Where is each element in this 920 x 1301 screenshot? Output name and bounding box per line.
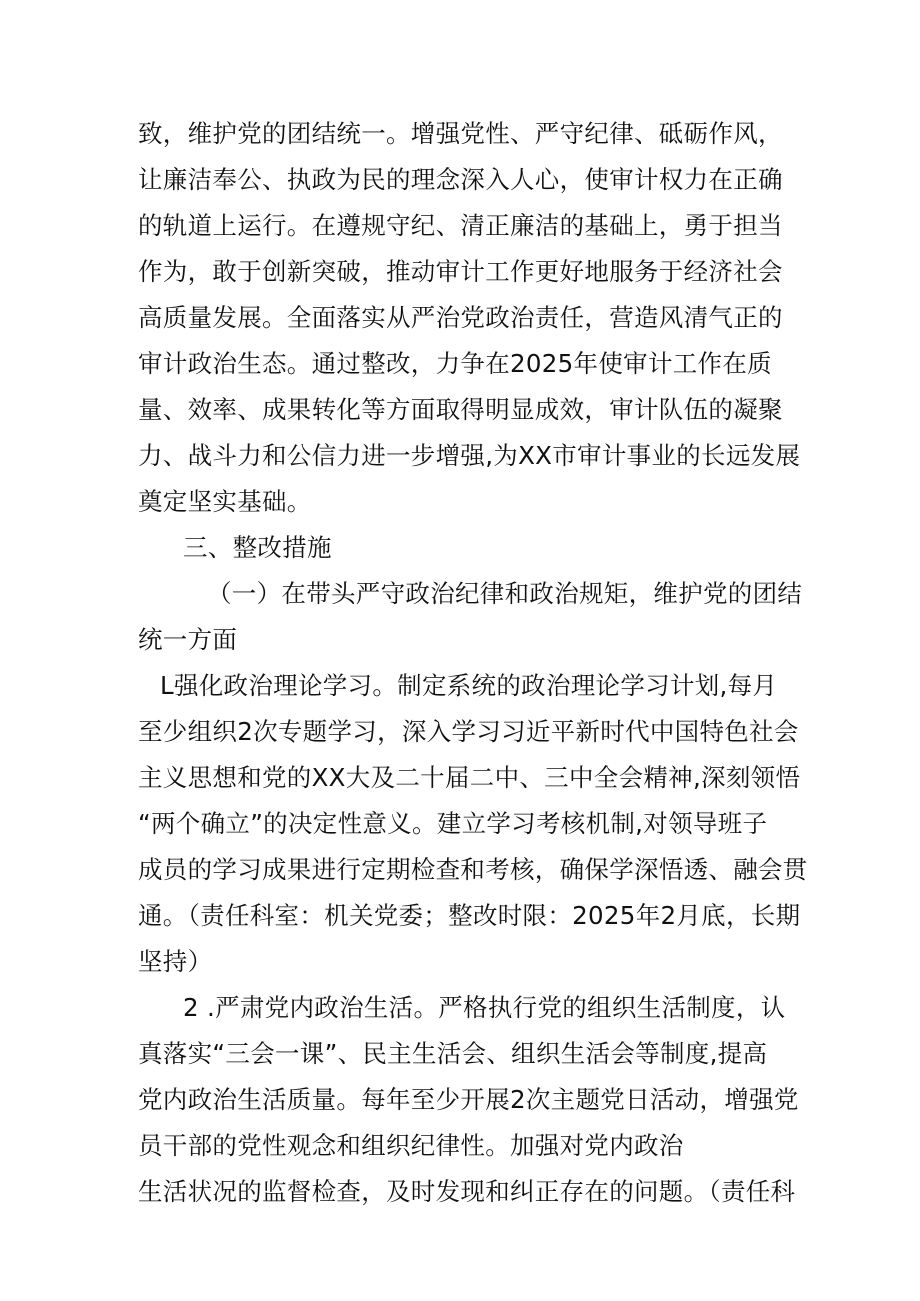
body-text-line: 作为，敢于创新突破，推动审计工作更好地服务于经济社会 <box>138 257 783 286</box>
body-text-line: 奠定坚实基础。 <box>138 487 312 516</box>
subsection-heading: （一）在带头严守政治纪律和政治规矩，维护党的团结 <box>207 579 803 608</box>
body-text-line: “两个确立”的决定性意义。建立学习考核机制,对领导班子 <box>138 809 768 838</box>
body-text-line: 力、战斗力和公信力进一步增强,为XX市审计事业的长远发展 <box>138 441 801 470</box>
body-text-line: 坚持） <box>138 947 213 976</box>
body-text-line: 党内政治生活质量。每年至少开展2次主题党日活动，增强党 <box>138 1085 799 1114</box>
body-text-line: 审计政治生态。通过整改，力争在2025年使审计工作在质 <box>138 349 772 378</box>
item-2-text: 2 .严肃党内政治生活。严格执行党的组织生活制度，认 <box>183 993 786 1022</box>
body-text-line: 至少组织2次专题学习，深入学习习近平新时代中国特色社会 <box>138 717 799 746</box>
body-text-line: 高质量发展。全面落实从严治党政治责任，营造风清气正的 <box>138 303 783 332</box>
body-text-line: 成员的学习成果进行定期检查和考核，确保学深悟透、融会贯 <box>138 855 808 884</box>
body-text-line: 生活状况的监督检查，及时发现和纠正存在的问题。（责任科 <box>138 1177 796 1206</box>
body-text-line: 让廉洁奉公、执政为民的理念深入人心，使审计权力在正确 <box>138 165 783 194</box>
body-text-line: 主义思想和党的XX大及二十届二中、三中全会精神,深刻领悟 <box>138 763 801 792</box>
body-text-line: 致，维护党的团结统一。增强党性、严守纪律、砥砺作风， <box>138 119 783 148</box>
body-text-line: 的轨道上运行。在遵规守纪、清正廉洁的基础上，勇于担当 <box>138 211 783 240</box>
subsection-heading-continued: 统一方面 <box>138 625 238 654</box>
body-text-line: 真落实“三会一课”、民主生活会、组织生活会等制度,提高 <box>138 1039 768 1068</box>
item-1-text: L强化政治理论学习。制定系统的政治理论学习计划,每月 <box>160 671 778 700</box>
body-text-line: 量、效率、成果转化等方面取得明显成效，审计队伍的凝聚 <box>138 395 783 424</box>
body-text-line: 通。（责任科室：机关党委；整改时限：2025年2月底，长期 <box>138 901 801 930</box>
section-heading: 三、整改措施 <box>183 533 332 562</box>
body-text-line: 员干部的党性观念和组织纪律性。加强对党内政治 <box>138 1131 684 1160</box>
